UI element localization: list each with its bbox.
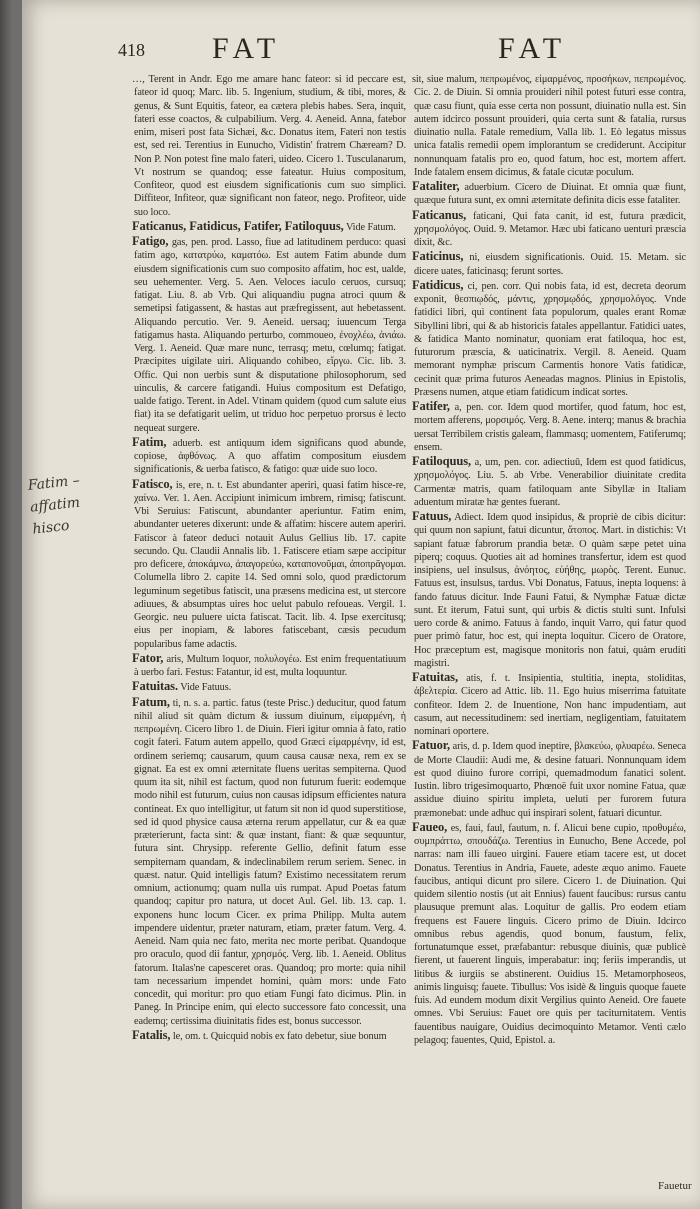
- entry-headword: Fatigo,: [132, 234, 169, 248]
- dictionary-entry: [134, 1029, 406, 1043]
- entry-text: ni, eiusdem significationis. Ouid. 15. Metam. sic dicere uates, faticinasq; ferunt sortes.: [414, 252, 686, 277]
- entry-headword: Fatim,: [132, 434, 167, 449]
- left-column: [134, 72, 406, 1044]
- dictionary-entry: [134, 220, 406, 234]
- entry-text: aris, d. p. Idem quod ineptire, βλακεύω, φλυαρέω. Seneca de Morte Claudii: Audi me, & desine fatuari. Nonnunquam idem est quod diuino furore corripi, quemadmodum fanatici solent. Iustin. libro trigesimoquarto, Phœnoë fuit uxor nomine Fatua, quæ assidue diuino spiritu impleta, ueluti per furorem futura præmonebat: unde adhuc qui inspirari solent, fatuari dicuntur.: [414, 741, 686, 819]
- dictionary-entry: [134, 478, 406, 651]
- entry-text: le, om. t. Quicquid nobis ex fato debetur, siue bonum: [172, 1030, 387, 1042]
- running-head-right: FAT: [498, 32, 568, 65]
- dictionary-entry: [134, 696, 406, 1028]
- entry-headword: Faticanus,: [412, 207, 467, 222]
- margin-note-line: Fatim –: [27, 472, 81, 494]
- entry-text: Vide Fatuus.: [180, 682, 232, 694]
- dictionary-entry: [414, 821, 686, 1047]
- entry-headword: Fatuor,: [412, 738, 451, 753]
- dictionary-entry: [414, 455, 686, 509]
- entry-text: es, faui, faul, fautum, n. f. Alicui bene cupio, προθυμέω, συμπράττω, σπουδάζω. Terentius in Eunucho, Bene Accede, pol narras: nam illi faueo uirgini. Fauere etiam tacere est, ut docet Donatus. Terentius in Andria, Fauete, adeste æquo animo. Fauete faucibus, antiqui dicunt pro silere. Cicero 1. de Diuination. Qui quidem silentio nostis (ut ait Ennius) fauent faucibus: rursus cantu plausuque premunt alas. Loquitur de gallis. Pro eodem etiam frequens est Fauere linguis. Cicero primo de Diuin. Idcirco omnibus rebus agendis, quod bonum, faustum, felix, fortunatumque esset, præfabantur: rebusque diuinis, quæ publicè fierent, ut fauerent linguis, imperabatur: inq; feriis imperandis, ut litibus & iurgiis se abstinerent. Ouidius 15. Metamorphoseos, animis linguisq; fauete. Tibullus: Vos isidè & linguis quoque fauete fuis. Ad eundem modum dixit Vergilius quinto Aeneid. Ore fauete omnes. Vbi Seruius: Fauet ore quis per taciturnitatem. Ventis fauentibus nauigare, Ouidius decimoquinto Metamor. Venti cælo pelagoq; fauentes, Quid, Epistol. a.: [414, 822, 687, 1046]
- handwritten-margin-note: [27, 465, 125, 540]
- entry-text: …, Terent in Andr. Ego me amare hanc fateor: si id peccare est, fateor id quoq; Marc. lib. 5. Ingenium, studium, & tibi, mores, & genus, & Sunt Equitis, fateor, ea cætera plebis habes. Sera, inquit, fateri esse coactos, & culpabilium. Verg. 4. Aeneid. Anna, fatebor enim, miseri post fata Sichæi, &c. Donatus item, Fateri non testis est, sed rei. Terentius in Eunucho, Vidistin' fratrem Chæream? D. Non P. Non potest fine malo fateri, uideo. Cicero 1. Tusculanarum, Vt nostrum se quandoq; esse fateatur. Huius compositum, Confiteor, quod est eiusdem significationis cum suo simplici. Diffiteor, Infiteor, quæ significant non fateor, nego. Profiteor, uide suo loco.: [132, 74, 406, 218]
- entry-headword: Fatiloquus,: [412, 454, 471, 468]
- entry-text: a, pen. cor. Idem quod mortifer, quod fatum, hoc est, mortem afferens, μορσιμός. Verg. 8. Aene. interq; manus & brachia uersat Terribilem cristis galeam, flammasq; uomentem, Fatiferumq; ensem.: [414, 402, 686, 453]
- entry-text: a, um, pen. cor. adiectiuū, Idem est quod fatidicus, χρησμολόγος. Liu. 5. ab Vrbe. Venerabilior diuinitate credita Carmentæ matris, quam fatiloquam ante Sibyllæ in Italiam aduentum miratæ hæ gentes fuerant.: [414, 457, 686, 508]
- page-gutter-shadow: [0, 0, 12, 1209]
- entry-text: ci, pen. corr. Qui nobis fata, id est, decreta deorum exponit, θεσπιῳδός, μάντις, χρησμῳδός, χρησμολόγος. Vnde fatidici libri, qui continent fata populorum, quales erant Romæ Sibyllini libri, qui & ab historicis fatales appellantur. Fatidici uates, & fatidica Manto nominatur, quoniam erat fatiloqua, hoc est, futurorum præscia, & uaticinatrix. Vergil. 8. Aeneid. Quam memorant nymphæ priscum Carmentis honore Vatis fatidicæ, cecinit quæ prima futuros Aeneadas magnos. Plinius in Epistolis, Præsens numen, atque etiam fatidicum indicat sortes.: [414, 280, 686, 398]
- entry-headword: Fatum,: [132, 694, 170, 709]
- entry-text: sit, siue malum, πεπρωμένος, εἱμαρμένος, προσήκων, πεπρωμένος. Cic. 2. de Diuin. Si omnia prouideri nihil potest futuri esse contra, quæ casu fiunt, quia esse certa non possunt, diuinatio nulla est. Sin autem idcirco possunt prouideri, quia certa sunt & fatalia, rursus diuinatio nulla. Fatale remedium, Valla lib. 1. Eò legatus missus unica fatalis remedii opem implorantum se crediderunt. Accipitur nonnunquam fatalis pro eo, quod fatum, hoc est, mortem affert. Inde fatalem ensem dicimus, & fatale cicutæ poculum.: [412, 74, 686, 178]
- dictionary-entry: [414, 510, 686, 670]
- entry-text: Adiect. Idem quod insipidus, & propriè de cibis dicitur: qui quum non sapiunt, fatui dicuntur, ἄτοπος. Mart. in distichis: Vt sapiant fatuæ fabrorum prandia betæ. O quàm sæpe petet uina piperq; coquus. Quoties ait ad homines transfertur, idem est quod insipiens, uel insulsus, ἀνόητος, εὐήθης, μωρὸς. Terent. Eunuc. Fatuus est, insulsus, tardus. Vbi Donatus, Fatuus, inepta loquens: à fando fatuus dicitur. Inde Fauni Fatui, & Nymphæ Fatuæ dictæ sunt. Et iterum, Fatui sunt, qui urbis & dictis stulti sunt. Infulsi uero corde & animo. Fatuus à fando, inquit Varro, qui fatur quod puer primò fatur, hoc est, qui inepta loquitur. Cicero de Oratore, Hoc præceptum est, magisque monitoris non fatui, quàm eruditi magistri.: [414, 512, 686, 669]
- dictionary-entry: [414, 209, 686, 250]
- dictionary-entry: [134, 235, 406, 435]
- dictionary-entry: [414, 180, 686, 208]
- running-head-left: FAT: [212, 32, 282, 65]
- entry-headword: Fatuitas.: [132, 679, 178, 694]
- entry-text: aduerbium. Cicero de Diuinat. Et omnia quæ fiunt, quæque futura sunt, ex omni æternitate definita dicis esse fataliter.: [414, 182, 686, 207]
- entry-text: gas, pen. prod. Lasso, fiue ad latitudinem perduco: quasi fatim ago, κατατρύω, καματόω. Est autem Fatim abunde dum eiusdem significationis cum suo composito affatim, hoc est, ualde, seu uehementer. Verg. 5. Aen. Veloces iaculo ceruos, cursuq; fatigat. Liu. 8. ab Vrb. Qui aliquandiu pugna atroci quum & semetipsi fatigassent, & hastas aut præfregissent, aut hebetassent. Aliquando percutio. Ver. 9. Aeneid. uersaq; iuuencum Terga fatigamus hasta. Aliquando perturbo, commoueo, ἐνοχλέω, ἀνιάω. Verg. 1. Aeneid. Quæ mare nunc, terrasq; metu, cœlumq; fatigat. Præcipites uigilate uiri. Aliquando cohibeo, εἴργω. Cic. lib. 3. Offic. Qui non uerbis sunt & disputatione philosophorum, sed uinculis, & carcere fatigandi. Huius compositum est Defatigo, ualde fatigo. Terent. in Adel. Vtinam quidem (quod cum salute eius fiat) ita se defatigarit uelim, ut triduo hoc perpetuo prorsus è lecto nequeat surgere.: [134, 237, 406, 434]
- dictionary-entry: [414, 739, 686, 820]
- running-header: [22, 30, 700, 70]
- page-number: 418: [118, 40, 145, 60]
- entry-headword: Faticanus, Fatidicus, Fatifer, Fatiloquus,: [132, 218, 344, 233]
- entry-headword: Faueo,: [412, 819, 448, 834]
- entry-text: Vide Fatum.: [345, 221, 396, 233]
- catchword: Fauetur: [658, 1180, 692, 1192]
- book-page: [22, 0, 700, 1209]
- entry-text: aris, Multum loquor, πολυλογέω. Est enim frequentatiuum à uerbo fari. Festus: Fatantur, id est, multa loquuntur.: [134, 653, 406, 678]
- right-column: [414, 72, 686, 1048]
- entry-headword: Fatalis,: [132, 1027, 171, 1042]
- entry-headword: Faticinus,: [412, 249, 464, 264]
- dictionary-entry: [134, 72, 406, 219]
- dictionary-entry: [134, 680, 406, 694]
- entry-headword: Fator,: [132, 650, 164, 665]
- entry-headword: Fatidicus,: [412, 277, 464, 292]
- entry-headword: Fatuitas,: [412, 670, 458, 684]
- entry-text: is, ere, n. t. Est abundanter aperiri, quasi fatim hisce-re, χαίνω. Ver. 1. Aen. Accipiunt inimicum imbrem, rimisq; fatiscunt. Vbi Seruius: Fatiscunt, abundanter aperiuntur. Fatim enim, abundanter ueteres dixerunt: unde & affatim: hiscere autem aperiri. Fatiscor à fateor deduci notauit Aulus Gellius lib. 17. capite secundo. Qu. Claudii Annalis lib. 1. Fatiscere etiam sæpe accipitur pro deficere, ἀποκάμνω, ἀπαγορεύω, καταπονοῦμαι, ἀποπρᾶγομαι. Columella libro 2. capite 14. Sed omni solo, quod prædictorum leguminum segetibus fatiscit, una præsens medicina est, ut stercore adiuues, & absumptas uires hoc uelut pabulo refoueas. Vergil. 1. Georgic. neu puluere uicta fatiscat. Tacit. lib. 4. Ipse exercitusq; eius per inopiam, & labores fatiscebant, cæsis pecudum popularibus fame adactis.: [134, 479, 406, 650]
- margin-note-line: hisco: [31, 517, 71, 538]
- entry-text: aduerb. est antiquum idem significans quod abunde, copiose, ἀφθόνως. A quo affatim compositum eiusdem significationis, & uerba fatisco, & fatigo: quæ uide suo loco.: [134, 437, 406, 476]
- dictionary-entry: [414, 400, 686, 454]
- dictionary-entry: [414, 250, 686, 278]
- entry-headword: Fataliter,: [412, 179, 460, 193]
- dictionary-entry: [414, 279, 686, 399]
- entry-headword: Fatifer,: [412, 399, 450, 413]
- entry-text: faticani, Qui fata canit, id est, futura prædicit, χρησμολόγος. Ouid. 9. Metamor. Hæc ubi faticano uenturi præscia dixit, &c.: [414, 210, 686, 248]
- entry-text: atis, f. t. Insipientia, stultitia, inepta, stoliditas, ἀβελτερία. Cicero ad Attic. lib. 11. Ego huius miserrima fatuitate confiteor. Idem 2. de Inuentione, Non hanc impudentiam, aut casum, aut necessitudinem: sed inertiam, negligentiam, fatuitatem nominari oportere.: [414, 673, 686, 737]
- dictionary-entry: [134, 652, 406, 680]
- margin-note-line: affatim: [29, 494, 81, 516]
- dictionary-entry: [414, 72, 686, 179]
- entry-headword: Fatisco,: [132, 476, 173, 491]
- entry-headword: Fatuus,: [412, 509, 452, 523]
- entry-text: ti, n. s. a. partic. fatus (teste Prisc.) deducitur, quod fatum nihil aliud sit quàm dictum & iussum diuinum, εἱμαρμένη, ἡ πεπρωμένη. Cicero libro 1. de Diuin. Fieri igitur omnia à fato, ratio cogit fateri. Fatum autem appello, quod Græci εἱμαρμένην, id est, ordinem seriemq; causarum, quum causa causæ nexa, rem ex se gignat. Ea est ex omni æternitate fluens ueritas sempiterna. Quod quum ita sit, nihil est factum, quod non futurum fuerit: eodemque modo nihil est futurum, cuius non causas idipsum efficientes natura contineat. Ex quo intelligitur, ut fatum sit non id quod superstitiose, sed id quod physice causa æterna rerum appellatur, cur & ea quæ præterierunt, facta sint: & quæ instant, fiant: & quæ sequuntur, futura sint. Chrysipp. referente Gellio, definit fatum esse sempiternam quandam, & indeclinabilem rerum seriem. Senec. in quæst. natur. Quid intelligis fatum? Existimo necessitatem rerum omnium, actionumq; quam nulla uis rumpat. Apud Poetas fatum quandoq; capitur pro natura, ut docet Aul. Gel. lib. 13. cap. 1. exponens hunc locum Cicer. ex prima Philipp. Multa autem impendere uidentur, præter naturam, etiam, præter fatum. Verg. 4. Aeneid. Nam quia nec fato, merita nec morte peribat. Quandoque pro oraculo, quod dii fantur, χρησμός. Verg. lib. 1. Aeneid. Oblitus fatorum. Italas'ne capesceret oras. Quandoq; pro morte: quia nihil tam necessarium impendet homini, quàm mors: unde Fato concedit, qui moritur: pro quo etiam Fungi fato dicimus. Plin. in Paneg. In Principe enim, qui electo successore fato concessit, una eademq; certissima diuinitatis fides est, bonus successor.: [134, 697, 406, 1027]
- dictionary-entry: [414, 671, 686, 738]
- dictionary-entry: [134, 436, 406, 477]
